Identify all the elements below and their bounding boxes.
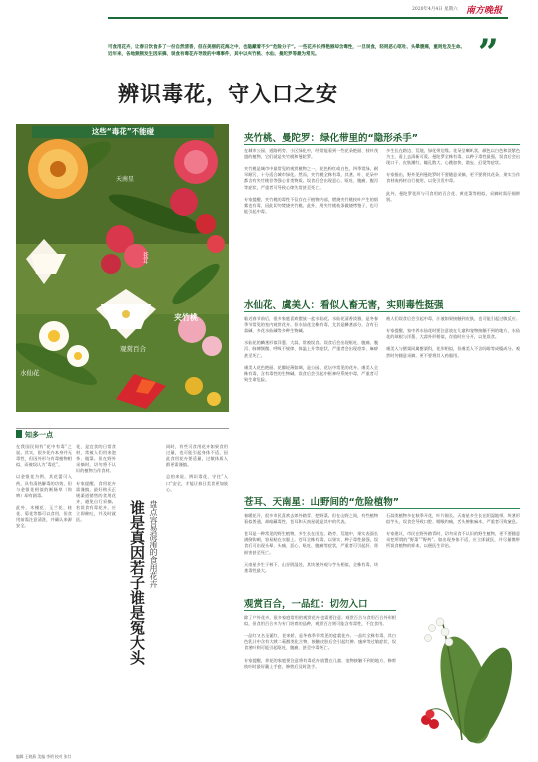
footer-credits: 编辑 王晓燕 美编 李明 校对 张红	[16, 754, 72, 759]
section-title-lily: 观赏百合，一品红：切勿入口	[244, 599, 368, 610]
photo-banner-title: 这些“毒花”不能碰	[91, 127, 155, 136]
header-rule	[108, 17, 508, 19]
sidebar-headline-part2: 真因若子	[128, 530, 146, 590]
section-body-cocklebur-col1: 春暖花开，很多市民喜欢去郊外踏青、挖野菜。但在山野之间，有些植物看似普通，却暗藏毒性，苍耳和天南星就是其中的代表。 苍耳是一种常见的野生植物，多生长在田边、路旁、荒地中，果实表面长满倒钩刺，容易粘在衣服上。苍耳全株有毒，以果实、种子毒性最强，误食后可出现头晕、头痛、恶心、呕吐、腹痛等症状，严重者可引起肝、肾损害甚至死亡。 天南星多生于林下、山谷阴湿处，其块茎外观与芋头相似，全株有毒，块茎毒性最大。	[244, 513, 378, 573]
sidebar-marker-icon	[16, 430, 22, 438]
sidebar-body-col2: 花，是宜食的日常食材，常被人们用来泡茶、做菜。但在野外采摘时，切勿将不认识的植物当作食材。 专家提醒，食用花卉需谨慎，最好购买正规渠道销售的食用花卉，避免自行采摘。若误食有毒花卉，应立即催吐，并及时就医。	[76, 444, 116, 523]
section-body-narcissus-col1: 临近春节前后，很多家庭喜欢摆放一盆水仙花。水仙花清香淡雅，是冬春季节常见的室内观赏花卉。但水仙花全株有毒，尤其是鳞茎部分，含有石蒜碱、多花水仙碱等多种生物碱。 水仙花的鳞茎形似洋葱、大蒜，常被误食。误食后会出现呕吐、腹痛、腹泻、脉搏频微、呼吸不规律、体温上升等症状，严重者会出现痉挛、麻痹甚至死亡。 虞美人花色艳丽，花瓣轻薄如绸，是公园、花坛中常见的花卉。虞美人全株有毒，含有毒性的生物碱，误食后会引起中枢神经系统中毒，严重者可致生命危险。	[244, 316, 378, 382]
section-title-oleander: 夹竹桃、曼陀罗：绿化带里的“隐形杀手”	[244, 133, 418, 144]
flower-photo	[16, 124, 229, 412]
section-title-narcissus: 水仙花、虞美人：看似人畜无害，实则毒性挺强	[244, 300, 444, 311]
headline: 辨识毒花，守入口之安	[118, 81, 338, 106]
sidebar-headline-part1: 谁是	[128, 500, 146, 530]
label-jiazhutao: 夹竹桃	[174, 313, 198, 322]
paper-logo: 南方晚报	[466, 6, 503, 16]
section-body-oleander-col2: 多生长在路边、荒地，绿化带边缘。花朵呈喇叭状，颜色以白色和淡紫色为主，看上去清新可爱。曼陀罗全株有毒，以种子毒性最强，误食后会出现口干、皮肤潮红、瞳孔散大、心跳加快、谵妄、幻觉等症状。 专家指出，野外见到曼陀罗时不要随意采摘，更不要将其花朵、果实当作食材或药材自行使用，以免引发中毒。 此外，曼陀罗花形与可食用的百合花、黄花菜等相似，采摘时需仔细辨别。	[386, 148, 520, 202]
label-guanshangbaihe: 观赏百合	[120, 345, 146, 353]
section-rule	[244, 311, 520, 312]
section-title-cocklebur: 苍耳、天南星：山野间的“危险植物”	[244, 497, 399, 508]
label-cangerr: 苍耳	[141, 252, 148, 264]
section-body-lily: 除了户外花卉，很多家庭常用的观赏花卉也需要注意。观赏百合与食用百合外形相似，但食用百合多为专门培育的品种，观赏百合则可能含有毒性，不宜食用。 一品红又名圣诞红、老来娇，是冬春季节常见的盆栽花卉。一品红全株有毒，其白色乳汁中含有大戟二萜醇类化合物，接触皮肤后会引起红肿、瘙痒等过敏症状，误食茎叶则可能引起呕吐、腹痛，甚至中毒死亡。 专家提醒，养花的家庭要注意将有毒花卉放置在儿童、宠物接触不到的地方，修剪枝叶时最好戴上手套，修剪后及时洗手。	[244, 615, 396, 669]
page-header	[0, 0, 538, 30]
sidebar-rule	[16, 428, 229, 429]
section-rule	[244, 610, 396, 611]
sidebar-body-col1: 在我国民间有“花中有毒”之说。其实，很多花卉本身并无毒性，但因外形与有毒植物相似，而被误认为“毒花”。 以金银花为例，其花蕾可入药，具有清热解毒的功效，但与金银花相似的断肠草（钩吻）却有剧毒。 此外，木槿花、玉兰花、桂花、菊花等都可以食用，但食用前需注意清洗，并确认来源安全。	[16, 444, 72, 529]
section-body-oleander-col1: 在城市公园、道路两旁、小区绿化中，经常能看到一些花朵艳丽、枝叶茂盛的植物，它们就是夹竹桃和曼陀罗。 夹竹桃是城市中最常见的观赏植物之一，花色粉红或白色，四季常绿，耐旱耐污，十分适合城市绿化。然而，夹竹桃全株有毒，其茎、叶、花朵中都含有夹竹桃苷等强心苷类物质。误食后会出现恶心、呕吐、腹痛、腹泻等症状，严重者可导致心律失常甚至死亡。 专家提醒，夹竹桃的毒性不仅存在于植物内部，燃烧夹竹桃枝叶产生的烟雾也有毒，因此切勿焚烧夹竹桃。此外，用夹竹桃枝条做烧烤签子，也可能引起中毒。	[244, 148, 378, 214]
lead-paragraph: 可食用花卉，让春日饮食多了一份自然清香，但在美丽的花海之中，也隐藏着不少“危险分子”。一些花卉长得艳丽却含毒性，一旦误食，轻则恶心呕吐、头晕腹痛，重则危及生命。近年来，各地频频发生因采摘、误食有毒花卉导致的中毒事件，其中以夹竹桃、水仙、曼陀罗等最为常见。	[108, 45, 465, 57]
quote-mark-icon: ”	[478, 32, 499, 74]
sidebar-headline-part3: 谁是	[128, 590, 146, 620]
flower-collage-illustration	[16, 124, 229, 412]
label-shuixianhua: 水仙花	[20, 369, 40, 377]
sidebar-title: 知多一点	[25, 431, 53, 439]
label-tiannanxing: 天南星	[116, 176, 135, 183]
sidebar-body-col3: 同时，有些可食用花卉如果食用过量，也可能引起身体不适，因此食用花卉要适量，过敏体质人群更需谨慎。 总的来说，辨识毒花、守住“入口”安全，才能让春日美食更加放心。	[166, 444, 228, 492]
sidebar-headline-part4: 冤大头	[128, 620, 146, 665]
sidebar-headline	[128, 500, 145, 665]
lily-of-the-valley-illustration	[402, 600, 530, 750]
section-body-narcissus-col2: 被人们误食后会引起中毒，汁液如果接触到皮肤，也可能引起过敏反应。 专家提醒，家中养水仙花时要注意放在儿童和宠物接触不到的地方，水仙花的球根与洋葱、大蒜外形相似，存放时应分开，以免误食。 虞美人与罂粟同属罂粟科，花形相似，但虞美人不含吗啡等成瘾成分。观赏时勿随意采摘，更不要将其入药服用。	[386, 316, 520, 358]
date-line: 2020年4月4日 星期六	[412, 7, 458, 12]
section-rule	[244, 144, 520, 145]
sidebar-subtitle: 盘点容易混淆的食用花卉	[149, 500, 158, 588]
section-body-cocklebur-col2: 石蒜类植物多在秋季开花，叶片细长。天南星多生长在阴湿地带，块茎形似芋头，误食会导致口腔、咽喉灼痛，舌头肿胀麻木，严重者可致窒息。 专家建议，市民在野外踏青时，切勿采食不认识的野生植物，更不要随意采挖所谓的“野菜”“野药”。如出现身体不适，应立即就医，并尽量携带所误食植物的样本，以便医生诊治。	[386, 513, 520, 549]
section-rule	[244, 508, 520, 509]
